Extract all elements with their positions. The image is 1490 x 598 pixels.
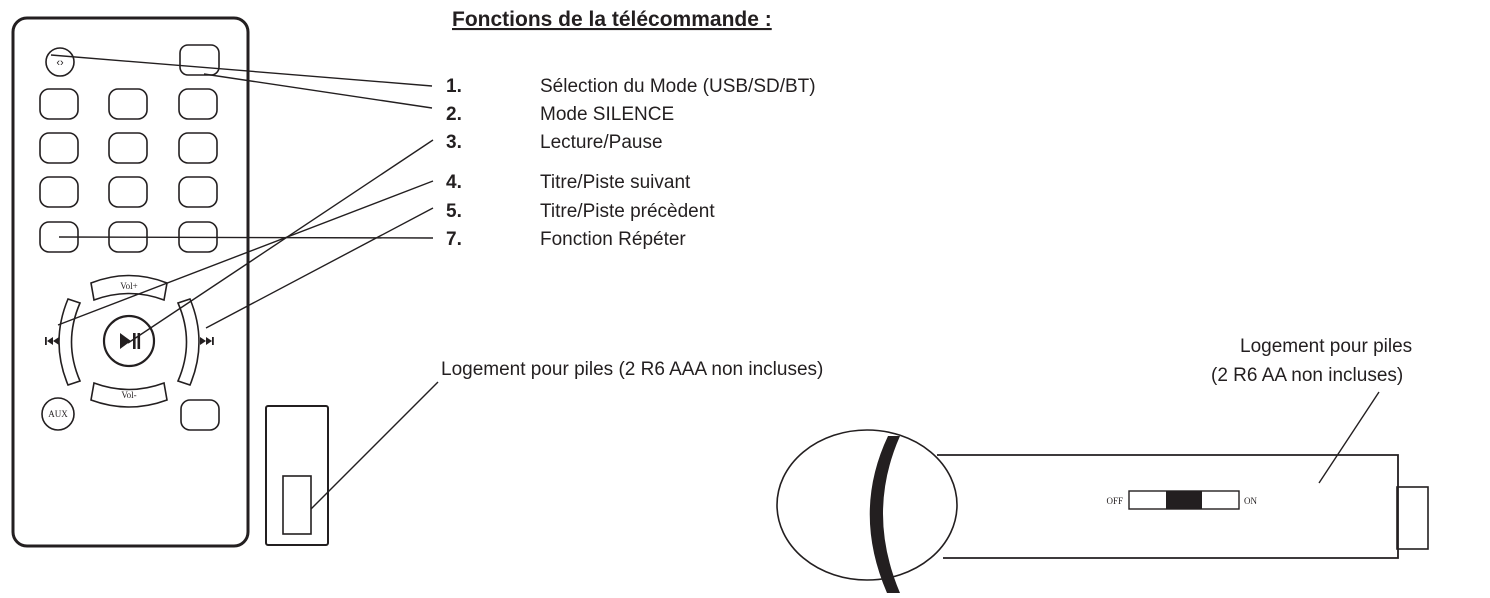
function-label: Titre/Piste précèdent <box>540 201 715 222</box>
leader-line-1 <box>51 55 432 86</box>
grid-button <box>40 89 78 119</box>
grid-button <box>109 89 147 119</box>
function-number: 7. <box>446 229 462 250</box>
mic-head <box>777 430 957 580</box>
function-number: 4. <box>446 172 462 193</box>
mode-icon: ‹› <box>56 57 64 69</box>
remote-battery-label: Logement pour piles (2 R6 AAA non incluses) <box>441 359 824 380</box>
mic-battery-label-line1: Logement pour piles <box>1240 336 1413 357</box>
next-icon <box>200 337 214 345</box>
switch-off-label: OFF <box>1106 496 1123 506</box>
grid-button <box>179 133 217 163</box>
mic-end-cap <box>1397 487 1428 549</box>
remote-battery-slot <box>283 476 311 534</box>
grid-button <box>40 133 78 163</box>
function-number: 1. <box>446 76 462 97</box>
function-label: Mode SILENCE <box>540 104 675 125</box>
page-title: Fonctions de la télécommande : <box>452 8 772 31</box>
function-label: Fonction Répéter <box>540 229 686 250</box>
function-label: Titre/Piste suivant <box>540 172 691 193</box>
previous-icon <box>45 337 59 345</box>
mute-button <box>180 45 219 75</box>
function-label: Sélection du Mode (USB/SD/BT) <box>540 76 816 97</box>
leader-line-remote-battery <box>311 382 438 509</box>
play-pause-icon <box>120 333 140 349</box>
grid-button <box>181 400 219 430</box>
leader-line-3 <box>128 140 433 343</box>
leader-line-2 <box>204 74 432 108</box>
grid-button <box>109 177 147 207</box>
power-switch-knob <box>1166 491 1202 509</box>
function-label: Lecture/Pause <box>540 132 663 153</box>
function-list <box>446 76 816 250</box>
aux-label: AUX <box>48 409 68 419</box>
function-number: 2. <box>446 104 462 125</box>
mic-grille-band <box>870 436 900 593</box>
function-number: 3. <box>446 132 462 153</box>
mic-battery-label-line2: (2 R6 AA non incluses) <box>1211 365 1404 386</box>
leader-line-5 <box>58 181 433 325</box>
grid-button <box>179 177 217 207</box>
grid-button <box>109 133 147 163</box>
vol-minus-label: Vol- <box>121 390 137 400</box>
button-grid <box>40 89 217 252</box>
switch-on-label: ON <box>1244 496 1257 506</box>
vol-plus-label: Vol+ <box>120 281 138 291</box>
grid-button <box>179 89 217 119</box>
prev-arc-button <box>59 299 80 385</box>
grid-button <box>40 177 78 207</box>
next-arc-button <box>178 299 199 385</box>
leader-line-mic-battery <box>1319 392 1379 483</box>
function-number: 5. <box>446 201 462 222</box>
